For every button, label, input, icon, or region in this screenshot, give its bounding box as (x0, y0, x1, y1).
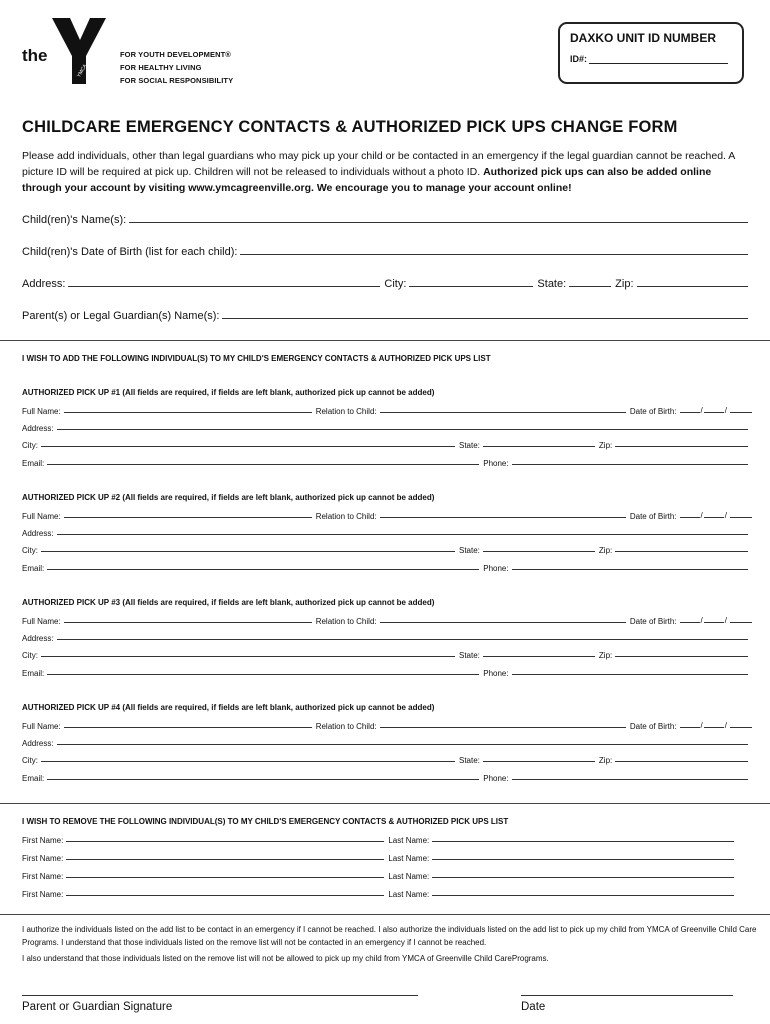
remove-row[interactable] (22, 836, 738, 845)
pickup-address-row[interactable] (22, 529, 752, 538)
dob-slash: / (700, 721, 703, 730)
city-label: City: (22, 441, 38, 450)
tagline-youth: FOR YOUTH DEVELOPMENT® (120, 50, 231, 59)
remove-section-heading: I WISH TO REMOVE THE FOLLOWING INDIVIDUAL(S) TO MY CHILD'S EMERGENCY CONTACTS & AUTHORIZED PICK UPS LIST (22, 817, 509, 826)
state-label: State: (459, 546, 480, 555)
form-title: CHILDCARE EMERGENCY CONTACTS & AUTHORIZED PICK UPS CHANGE FORM (22, 118, 678, 136)
pickup-city-row[interactable] (22, 546, 752, 555)
guardian-label: Parent(s) or Legal Guardian(s) Name(s): (22, 310, 220, 322)
first-name-label: First Name: (22, 890, 64, 899)
pickup-address-row[interactable] (22, 739, 752, 748)
phone-label: Phone: (483, 669, 509, 678)
first-name-label: First Name: (22, 872, 64, 881)
pickup-city-row[interactable] (22, 651, 752, 660)
add-section-heading: I WISH TO ADD THE FOLLOWING INDIVIDUAL(S) TO MY CHILD'S EMERGENCY CONTACTS & AUTHORIZED PICK UPS LIST (22, 354, 491, 363)
date-line[interactable] (521, 995, 733, 996)
dob-label: Date of Birth: (629, 512, 677, 521)
logo-the: the (22, 46, 48, 65)
phone-label: Phone: (483, 774, 509, 783)
pickup-email-row[interactable] (22, 669, 752, 678)
child-dob-field[interactable] (22, 246, 752, 258)
first-name-label: First Name: (22, 854, 64, 863)
city-label: City: (22, 651, 38, 660)
dob-label: Date of Birth: (629, 617, 677, 626)
daxko-id-field[interactable] (570, 54, 728, 64)
pickup-name-row[interactable] (22, 511, 752, 521)
state-label: State: (459, 651, 480, 660)
email-label: Email: (22, 774, 45, 783)
child-dob-label: Child(ren)'s Date of Birth (list for each child): (22, 246, 238, 258)
phone-label: Phone: (483, 564, 509, 573)
first-name-label: First Name: (22, 836, 64, 845)
address-label: Address: (22, 739, 54, 748)
city-label: City: (22, 546, 38, 555)
pickup-name-row[interactable] (22, 616, 752, 626)
pickup-heading: AUTHORIZED PICK UP #3 (All fields are required, if fields are left blank, authorized pick up cannot be added) (22, 598, 435, 607)
pickup-email-row[interactable] (22, 564, 752, 573)
zip-label: Zip: (598, 756, 613, 765)
signature-line[interactable] (22, 995, 418, 996)
pickup-city-row[interactable] (22, 756, 752, 765)
tagline-healthy: FOR HEALTHY LIVING (120, 63, 202, 72)
relation-label: Relation to Child: (315, 617, 377, 626)
pickup-heading: AUTHORIZED PICK UP #4 (All fields are required, if fields are left blank, authorized pick up cannot be added) (22, 703, 435, 712)
pickup-city-row[interactable] (22, 441, 752, 450)
pickup-name-row[interactable] (22, 406, 752, 416)
divider (0, 340, 770, 341)
address-label: Address: (22, 529, 54, 538)
remove-row[interactable] (22, 890, 738, 899)
dob-label: Date of Birth: (629, 722, 677, 731)
city-label: City: (384, 278, 407, 290)
dob-label: Date of Birth: (629, 407, 677, 416)
state-label: State: (459, 441, 480, 450)
pickup-email-row[interactable] (22, 774, 752, 783)
relation-label: Relation to Child: (315, 722, 377, 731)
last-name-label: Last Name: (388, 872, 430, 881)
pickup-address-row[interactable] (22, 424, 752, 433)
pickup-heading: AUTHORIZED PICK UP #1 (All fields are required, if fields are left blank, authorized pick up cannot be added) (22, 388, 435, 397)
full-name-label: Full Name: (22, 512, 61, 521)
remove-row[interactable] (22, 854, 738, 863)
zip-label: Zip: (598, 546, 613, 555)
dob-slash: / (724, 406, 727, 415)
child-names-label: Child(ren)'s Name(s): (22, 214, 127, 226)
divider (0, 914, 770, 915)
date-label: Date (521, 1001, 546, 1013)
full-name-label: Full Name: (22, 722, 61, 731)
zip-label: Zip: (598, 651, 613, 660)
pickup-address-row[interactable] (22, 634, 752, 643)
city-label: City: (22, 756, 38, 765)
full-name-label: Full Name: (22, 407, 61, 416)
dob-slash: / (700, 616, 703, 625)
full-name-label: Full Name: (22, 617, 61, 626)
guardian-field[interactable] (22, 310, 752, 322)
email-label: Email: (22, 669, 45, 678)
dob-slash: / (724, 511, 727, 520)
address-label: Address: (22, 634, 54, 643)
authorization-text: I authorize the individuals listed on the add list to be contact in an emergency if I cannot be reached. I also authorize the individuals listed on the add list to pick up my child from YMCA of Greenville Child Care Programs. I understand that those individuals listed on the remove list will not be contacted in an emergency if I cannot be reached. (22, 925, 757, 947)
logo-small-ymca: YMCA (76, 63, 89, 79)
remove-row[interactable] (22, 872, 738, 881)
dob-slash: / (724, 616, 727, 625)
pickup-heading: AUTHORIZED PICK UP #2 (All fields are required, if fields are left blank, authorized pick up cannot be added) (22, 493, 435, 502)
relation-label: Relation to Child: (315, 512, 377, 521)
address-label: Address: (22, 278, 66, 290)
daxko-unit-box (558, 22, 744, 84)
intro-paragraph (22, 148, 752, 196)
email-label: Email: (22, 564, 45, 573)
intro-bold: Authorized pick ups can also be added online through your account by visiting www.ymcagreenville.org. We encourage you to manage your account online! (22, 166, 712, 194)
relation-label: Relation to Child: (315, 407, 377, 416)
signature-label: Parent or Guardian Signature (22, 1001, 173, 1013)
email-label: Email: (22, 459, 45, 468)
daxko-title: DAXKO UNIT ID NUMBER (570, 31, 716, 45)
state-label: State: (459, 756, 480, 765)
zip-label: Zip: (615, 278, 634, 290)
intro-text: Please add individuals, other than legal guardians who may pick up your child or be contacted in an emergency if the legal guardian cannot be reached. A picture ID will be required at pick up. Children will not be released to individuals without a photo ID. (22, 150, 735, 178)
ymca-logo (22, 16, 112, 86)
dob-slash: / (700, 511, 703, 520)
pickup-email-row[interactable] (22, 459, 752, 468)
dob-slash: / (724, 721, 727, 730)
authorization-text-2: I also understand that those individuals listed on the remove list will not be allowed to pick up my child from YMCA of Greenville Child CarePrograms. (22, 954, 549, 963)
last-name-label: Last Name: (388, 836, 430, 845)
address-label: Address: (22, 424, 54, 433)
pickup-name-row[interactable] (22, 721, 752, 731)
daxko-id-label: ID#: (570, 54, 588, 64)
dob-slash: / (700, 406, 703, 415)
last-name-label: Last Name: (388, 854, 430, 863)
zip-label: Zip: (598, 441, 613, 450)
child-names-field[interactable] (22, 214, 752, 226)
state-label: State: (537, 278, 567, 290)
divider (0, 803, 770, 804)
last-name-label: Last Name: (388, 890, 430, 899)
tagline-social: FOR SOCIAL RESPONSIBILITY (120, 76, 234, 85)
phone-label: Phone: (483, 459, 509, 468)
child-address-row[interactable] (22, 278, 752, 290)
